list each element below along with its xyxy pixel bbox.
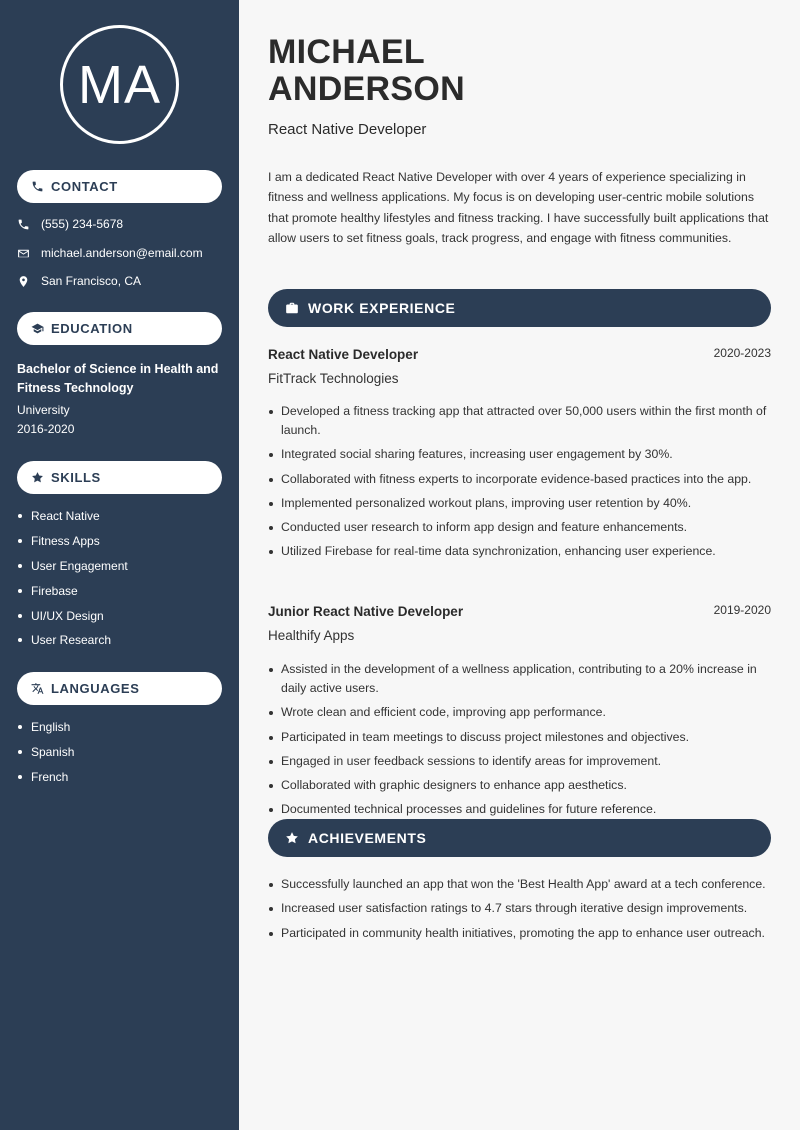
map-pin-icon: [17, 275, 30, 288]
briefcase-icon: [285, 301, 299, 315]
job-role: React Native Developer: [268, 121, 427, 138]
education-heading-label: EDUCATION: [51, 321, 133, 336]
contact-phone[interactable]: [17, 217, 123, 231]
skill-item: Firebase: [17, 578, 128, 603]
achievements-heading-label: ACHIEVEMENTS: [308, 830, 427, 846]
contact-location: [17, 274, 141, 288]
star-icon: [31, 471, 44, 484]
list-item: Conducted user research to inform app design and feature enhancements.: [268, 518, 773, 537]
list-item: Wrote clean and efficient code, improving app performance.: [268, 703, 773, 722]
contact-heading: [17, 170, 222, 203]
language-item: English: [17, 715, 74, 740]
profile-summary: I am a dedicated React Native Developer with over 4 years of experience specializing in fitness and wellness applications. My focus is on developing user-centric mobile solutions that promote healthy lifestyles and fitness tracking. I have successfully built applications that allow users to set fitness goals, track progress, and engage with fitness communities.: [268, 170, 769, 245]
skills-list: [17, 504, 128, 653]
skill-item: User Research: [17, 628, 128, 653]
list-item: Developed a fitness tracking app that attracted over 50,000 users within the first month of launch.: [268, 402, 773, 440]
skill-item: React Native: [17, 504, 128, 529]
graduation-cap-icon: [31, 322, 44, 335]
list-item: Participated in team meetings to discuss project milestones and objectives.: [268, 728, 773, 747]
work-heading-label: WORK EXPERIENCE: [308, 300, 456, 316]
list-item: Participated in community health initiatives, promoting the app to enhance user outreach.: [268, 924, 773, 943]
list-item: Collaborated with fitness experts to incorporate evidence-based practices into the app.: [268, 470, 773, 489]
work-experience-heading: [268, 289, 771, 327]
list-item: Implemented personalized workout plans, improving user retention by 40%.: [268, 494, 773, 513]
job-company: Healthify Apps: [268, 628, 355, 643]
education-degree: Bachelor of Science in Health and Fitness Technology: [17, 362, 219, 395]
skills-heading: [17, 461, 222, 494]
job-bullets: [268, 402, 773, 567]
achievements-heading: [268, 819, 771, 857]
translate-icon: [31, 682, 44, 695]
candidate-name: [268, 34, 465, 108]
languages-heading-label: LANGUAGES: [51, 681, 140, 696]
job-company: FitTrack Technologies: [268, 371, 399, 386]
name-last: ANDERSON: [268, 70, 465, 108]
list-item: Assisted in the development of a wellness application, contributing to a 20% increase in daily active users.: [268, 660, 773, 698]
list-item: Successfully launched an app that won the 'Best Health App' award at a tech conference.: [268, 875, 773, 894]
skills-heading-label: SKILLS: [51, 470, 101, 485]
list-item: Collaborated with graphic designers to enhance app aesthetics.: [268, 776, 773, 795]
languages-heading: [17, 672, 222, 705]
initials-avatar: MA: [60, 25, 179, 144]
language-item: Spanish: [17, 740, 74, 765]
job-dates: 2019-2020: [713, 603, 771, 617]
contact-heading-label: CONTACT: [51, 179, 118, 194]
skill-item: Fitness Apps: [17, 529, 128, 554]
job-title: Junior React Native Developer: [268, 604, 464, 619]
list-item: Utilized Firebase for real-time data synchronization, enhancing user experience.: [268, 542, 773, 561]
skill-item: User Engagement: [17, 554, 128, 579]
location-text: San Francisco, CA: [41, 274, 142, 288]
job-title: React Native Developer: [268, 347, 419, 362]
sidebar: [0, 0, 239, 1130]
name-first: MICHAEL: [268, 33, 425, 71]
star-icon: [285, 831, 299, 845]
contact-email[interactable]: [17, 246, 203, 260]
languages-list: [17, 715, 74, 789]
list-item: Engaged in user feedback sessions to identify areas for improvement.: [268, 752, 773, 771]
education-school: University: [17, 403, 70, 417]
list-item: Documented technical processes and guidelines for future reference.: [268, 800, 773, 819]
email-text: michael.anderson@email.com: [41, 246, 203, 260]
job-bullets: [268, 660, 773, 825]
job-dates: 2020-2023: [713, 346, 771, 360]
phone-icon: [31, 180, 44, 193]
envelope-icon: [17, 247, 30, 260]
skill-item: UI/UX Design: [17, 603, 128, 628]
education-years: 2016-2020: [17, 422, 75, 436]
phone-text: (555) 234-5678: [41, 217, 124, 231]
achievements-list: [268, 875, 773, 948]
education-heading: [17, 312, 222, 345]
list-item: Integrated social sharing features, increasing user engagement by 30%.: [268, 445, 773, 464]
list-item: Increased user satisfaction ratings to 4.7 stars through iterative design improvements.: [268, 899, 773, 918]
language-item: French: [17, 765, 74, 790]
phone-icon: [17, 218, 30, 231]
